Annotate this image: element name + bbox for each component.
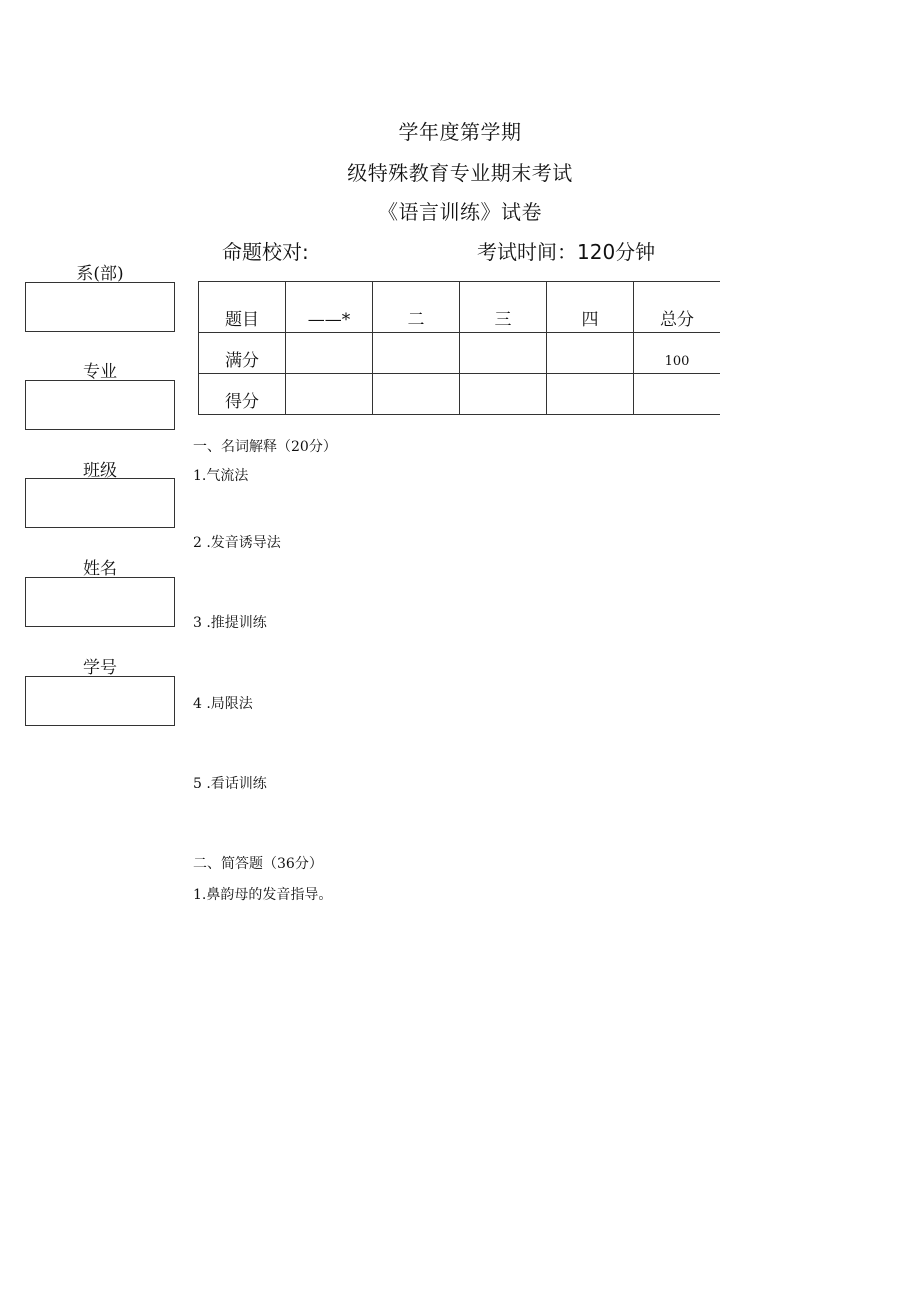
score-cell[interactable]: [460, 374, 547, 415]
student-id-field[interactable]: [25, 676, 175, 726]
exam-title-term: 学年度第学期: [398, 120, 522, 144]
full-marks-total-cell: [634, 333, 721, 374]
full-marks-label: 满分: [199, 333, 286, 374]
department-label: 系(部): [76, 264, 124, 284]
score-cell[interactable]: [547, 374, 634, 415]
header-cell-q3: 三: [460, 282, 547, 333]
header-cell-total: 总分: [634, 282, 721, 333]
header-cell-q4: 四: [547, 282, 634, 333]
full-marks-cell: [460, 333, 547, 374]
question-item: 1.鼻韵母的发音指导。: [193, 887, 333, 903]
score-row: [199, 374, 721, 415]
name-field[interactable]: [25, 577, 175, 627]
question-item: 2 .发音诱导法: [193, 535, 281, 551]
question-item: 4 .局限法: [193, 696, 253, 712]
question-item: 3 .推提训练: [193, 615, 267, 631]
section-heading-short-answer: 二、简答题（36分）: [193, 856, 323, 872]
full-marks-cell: [373, 333, 460, 374]
section-heading-terms: 一、名词解释（20分）: [193, 439, 337, 455]
score-cell[interactable]: [373, 374, 460, 415]
proofread-label: 命题校对:: [222, 240, 309, 264]
class-label: 班级: [83, 461, 117, 481]
name-label: 姓名: [83, 559, 117, 579]
full-marks-row: [199, 333, 721, 374]
exam-title-major: 级特殊教育专业期末考试: [347, 161, 573, 185]
question-item: 5 .看话训练: [193, 776, 267, 792]
exam-title-course: 《语言训练》试卷: [378, 200, 542, 224]
full-marks-cell: [547, 333, 634, 374]
score-cell[interactable]: [286, 374, 373, 415]
score-label: 得分: [199, 374, 286, 415]
header-cell-q2: 二: [373, 282, 460, 333]
department-field[interactable]: [25, 282, 175, 332]
header-cell-q1: ——*: [286, 282, 373, 333]
exam-time-label: 考试时间：120分钟: [477, 240, 656, 264]
score-table-header-row: [199, 282, 721, 333]
question-item: 1.气流法: [193, 468, 249, 484]
major-label: 专业: [83, 362, 117, 382]
full-marks-cell: [286, 333, 373, 374]
score-total-cell[interactable]: [634, 374, 721, 415]
score-table: [198, 281, 720, 415]
class-field[interactable]: [25, 478, 175, 528]
full-marks-total-value: 100: [664, 354, 690, 369]
header-cell-item: 题目: [199, 282, 286, 333]
student-id-label: 学号: [83, 658, 117, 678]
major-field[interactable]: [25, 380, 175, 430]
